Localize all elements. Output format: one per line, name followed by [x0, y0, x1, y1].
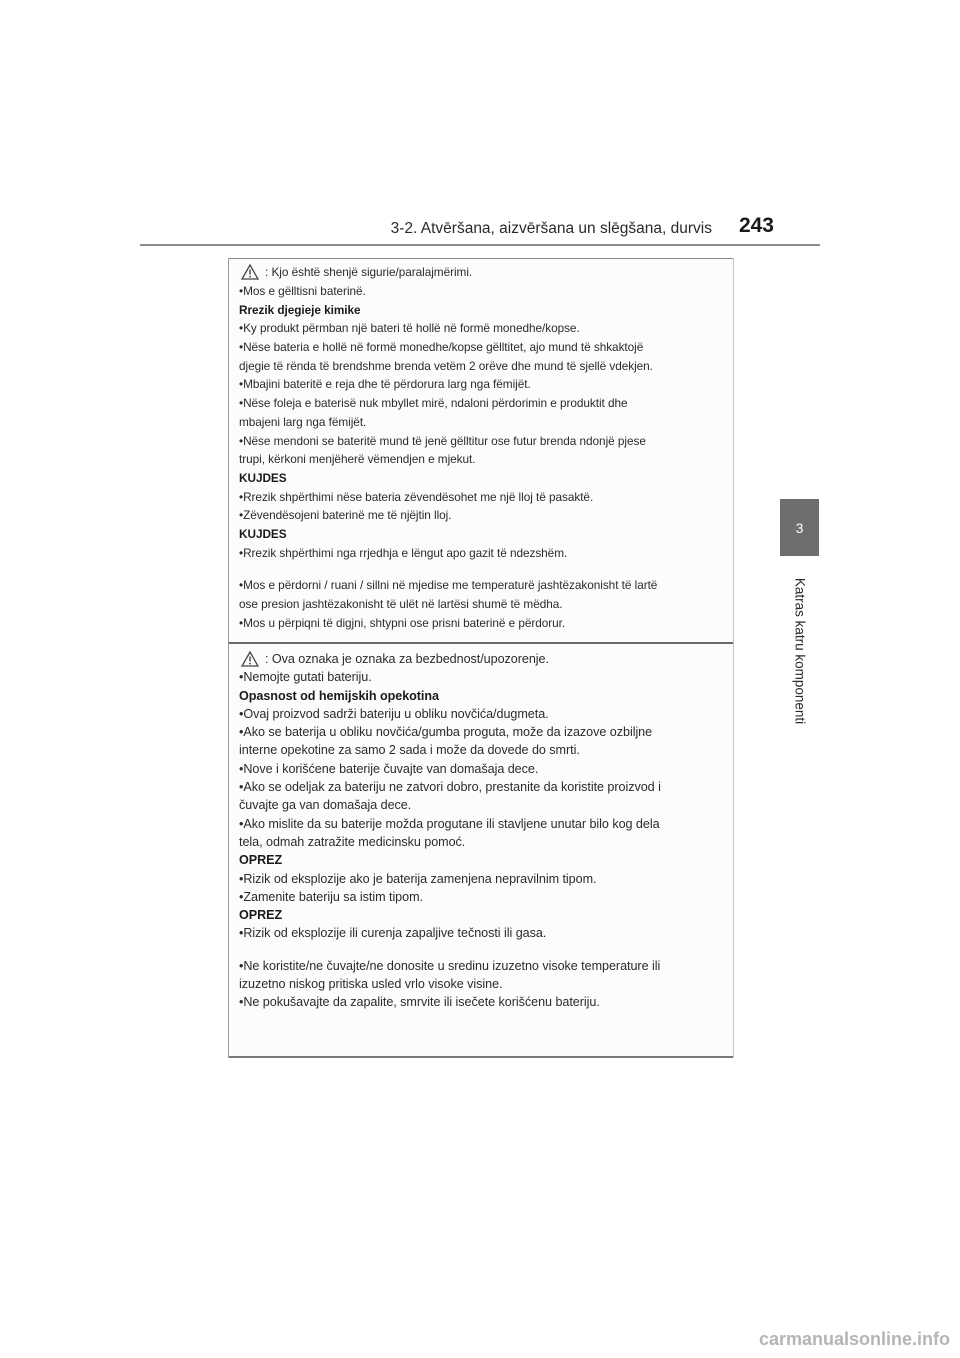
- label-top-border: [229, 258, 733, 259]
- albanian-warning-heading: [239, 262, 729, 282]
- albanian-line-4: •Nëse bateria e hollë në formë monedhe/kopse gëlltitet, ajo mund të shkaktojë: [239, 340, 644, 355]
- serbian-line-17: izuzetno niskog pritiska usled vrlo visoke visine.: [239, 977, 503, 992]
- chapter-tab: [780, 499, 819, 556]
- albanian-line-16: •Mos e përdorni / ruani / sillni në mjedise me temperaturë jashtëzakonisht të lartë: [239, 578, 658, 593]
- serbian-line-0: : Ova oznaka je oznaka za bezbednost/upozorenje.: [265, 652, 549, 666]
- serbian-line-6: •Nove i korišćene baterije čuvajte van domašaja dece.: [239, 761, 539, 776]
- albanian-line-1: •Mos e gëlltisni baterinë.: [239, 284, 366, 298]
- serbian-line-3: •Ovaj proizvod sadrži bateriju u obliku novčića/dugmeta.: [239, 706, 549, 721]
- serbian-line-12: •Rizik od eksplozije ako je baterija zamenjena nepravilnim tipom.: [239, 871, 597, 886]
- albanian-line-13: •Zëvendësojeni baterinë me të njëjtin lloj.: [239, 508, 452, 523]
- serbian-line-7: •Ako se odeljak za bateriju ne zatvori dobro, prestanite da koristite proizvod i: [239, 780, 661, 795]
- serbian-line-9: •Ako mislite da su baterije možda progutane ili stavljene unutar bilo kog dela: [239, 816, 660, 831]
- albanian-line-18: •Mos u përpiqni të digjni, shtypni ose prisni baterinë e përdorur.: [239, 615, 566, 630]
- albanian-line-8: mbajeni larg nga fëmijët.: [239, 414, 367, 429]
- albanian-line-9: •Nëse mendoni se bateritë mund të jenë gëlltitur ose futur brenda ndonjë pjese: [239, 433, 646, 448]
- albanian-line-11: KUJDES: [239, 470, 287, 485]
- scanned-warning-label: [228, 258, 734, 1058]
- serbian-spacer: [239, 943, 729, 957]
- serbian-line-8: čuvajte ga van domašaja dece.: [239, 798, 412, 813]
- albanian-line-5: djegie të rënda të brendshme brenda vetëm 2 orëve dhe mund të sjellë vdekjen.: [239, 358, 653, 373]
- serbian-line-2: Opasnost od hemijskih opekotina: [239, 688, 439, 703]
- warning-triangle-icon: [241, 264, 259, 280]
- serbian-line-14: OPREZ: [239, 908, 283, 923]
- label-bottom-border: [229, 1056, 733, 1058]
- albanian-line-14: KUJDES: [239, 526, 287, 541]
- warning-triangle-icon: [241, 651, 259, 667]
- albanian-line-15: •Rrezik shpërthimi nga rrjedhja e lëngut apo gazit të ndezshëm.: [239, 545, 568, 560]
- chapter-number: 3: [795, 519, 804, 536]
- serbian-line-16: •Ne koristite/ne čuvajte/ne donosite u sredinu izuzetno visoke temperature ili: [239, 958, 661, 973]
- albanian-spacer: [239, 562, 729, 576]
- serbian-warning-heading: [239, 650, 729, 668]
- site-watermark: carmanualsonline.info: [758, 1329, 950, 1349]
- chapter-label: [780, 566, 819, 736]
- serbian-line-15: •Rizik od eksplozije ili curenja zapaljive tečnosti ili gasa.: [239, 926, 547, 941]
- albanian-line-17: ose presion jashtëzakonisht të ulët në lartësi shumë të mëdha.: [239, 597, 563, 611]
- albanian-line-7: •Nëse foleja e baterisë nuk mbyllet mirë, ndaloni përdorimin e produktit dhe: [239, 396, 628, 411]
- serbian-line-4: •Ako se baterija u obliku novčića/gumba proguta, može da izazove ozbiljne: [239, 725, 653, 740]
- serbian-line-11: OPREZ: [239, 853, 283, 868]
- albanian-line-0: : Kjo është shenjë sigurie/paralajmërimi.: [265, 264, 473, 279]
- page-number: 243: [738, 214, 774, 237]
- label-divider: [229, 642, 733, 644]
- serbian-warning-block: [239, 650, 729, 1012]
- page-header: [140, 214, 820, 248]
- section-title: 3-2. Atvēršana, aizvēršana un slēgšana, durvis: [390, 220, 712, 237]
- serbian-line-10: tela, odmah zatražite medicinsku pomoć.: [239, 834, 466, 849]
- serbian-line-1: •Nemojte gutati bateriju.: [239, 670, 372, 685]
- albanian-line-12: •Rrezik shpërthimi nëse bateria zëvendësohet me një lloj të pasaktë.: [239, 489, 594, 504]
- chapter-label-text: Katras katru komponenti: [792, 577, 807, 725]
- albanian-line-2: Rrezik djegieje kimike: [239, 302, 361, 317]
- serbian-line-13: •Zamenite bateriju sa istim tipom.: [239, 889, 423, 904]
- albanian-line-6: •Mbajini bateritë e reja dhe të përdorura larg nga fëmijët.: [239, 377, 531, 392]
- albanian-line-3: •Ky produkt përmban një bateri të hollë në formë monedhe/kopse.: [239, 321, 580, 336]
- header-divider: [140, 244, 820, 246]
- serbian-line-5: interne opekotine za samo 2 sada i može da dovede do smrti.: [239, 743, 580, 758]
- serbian-line-18: •Ne pokušavajte da zapalite, smrvite ili isečete korišćenu bateriju.: [239, 995, 600, 1010]
- albanian-warning-block: [239, 262, 729, 632]
- albanian-line-10: trupi, kërkoni menjëherë vëmendjen e mjekut.: [239, 452, 476, 467]
